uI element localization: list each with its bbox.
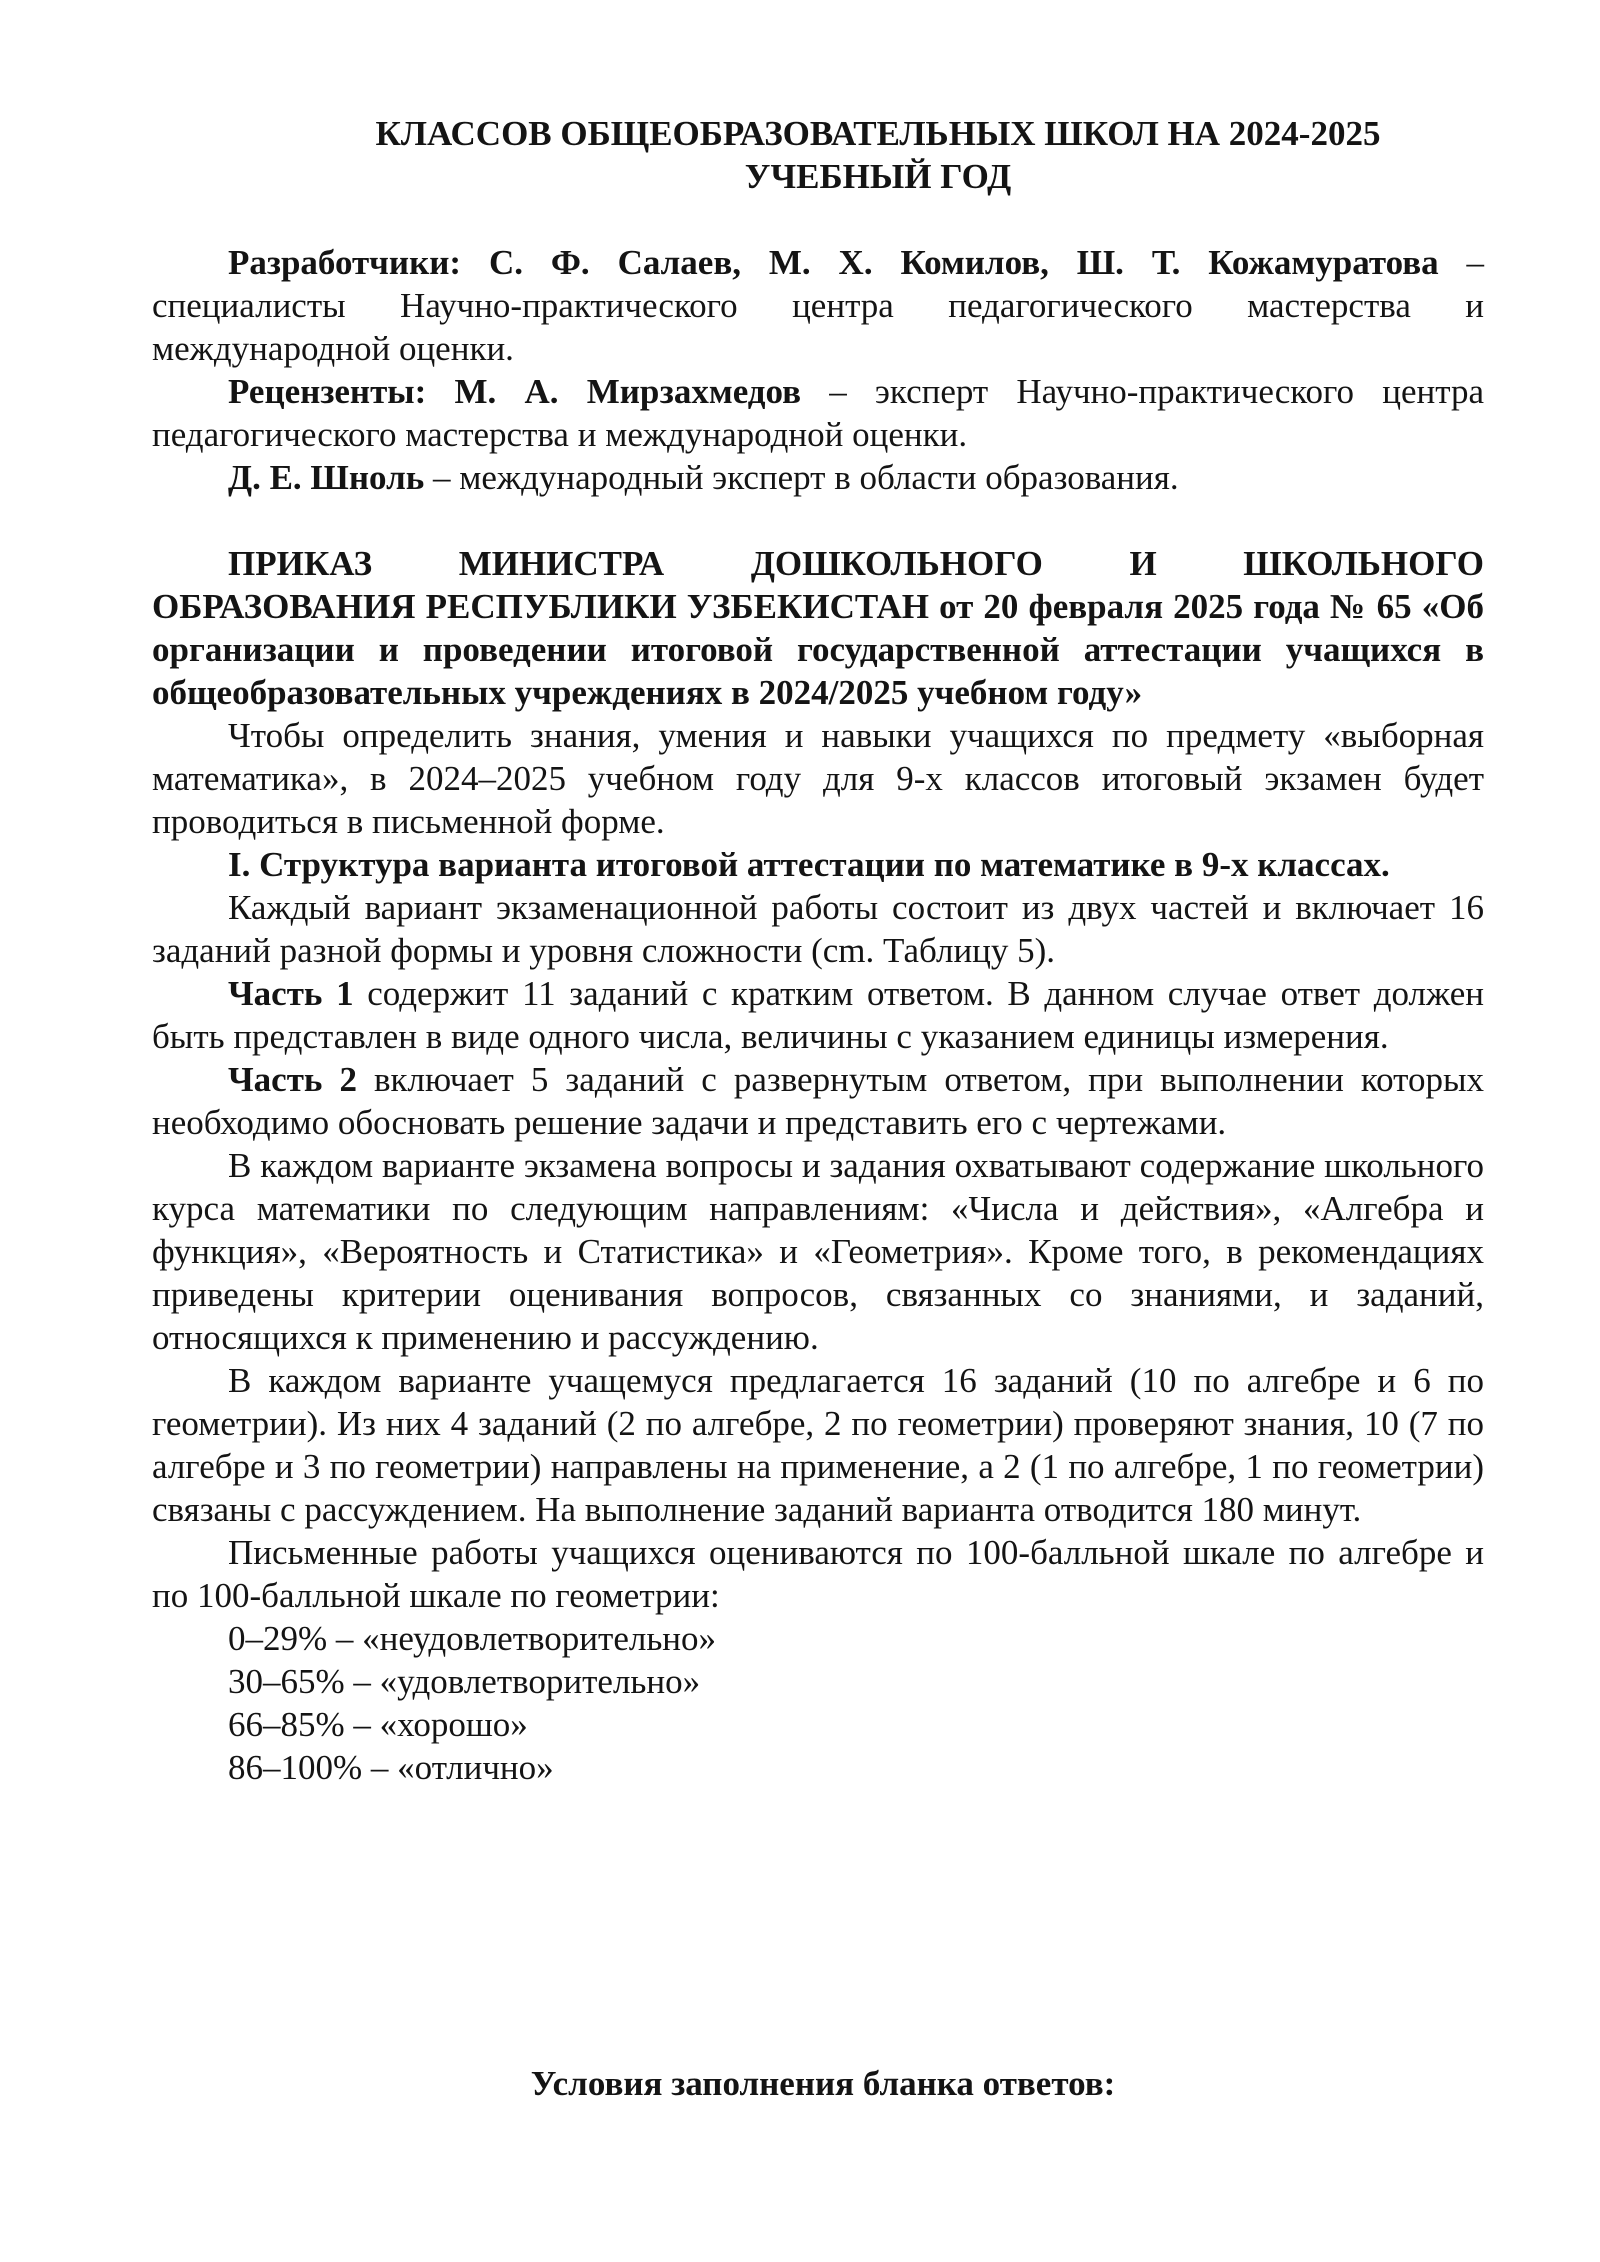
spacer <box>152 198 1484 241</box>
part-1-text: содержит 11 заданий с кратким ответом. В данном случае ответ должен быть представлен в виде одного числа, величины с указанием единицы измерения. <box>152 974 1485 1056</box>
grade-item: 30–65% – «удовлетворительно» <box>228 1662 701 1701</box>
part-2-paragraph <box>152 1058 1484 1144</box>
grade-item: 66–85% – «хорошо» <box>228 1705 528 1744</box>
reviewer2-label: Д. Е. Шноль <box>228 458 425 497</box>
reviewer2-text: – международный эксперт в области образования. <box>424 458 1179 497</box>
intro-paragraph: Чтобы определить знания, умения и навыки учащихся по предмету «выборная математика», в 2024–2025 учебном году для 9-х классов итоговый экзамен будет проводиться в письменной форме. <box>152 716 1484 841</box>
grading-paragraph: Письменные работы учащихся оцениваются по 100-балльной шкале по алгебре и по 100-балльной шкале по геометрии: <box>152 1533 1484 1615</box>
title-line-1: КЛАССОВ ОБЩЕОБРАЗОВАТЕЛЬНЫХ ШКОЛ НА 2024-2025 <box>375 114 1381 153</box>
grade-item: 0–29% – «неудовлетворительно» <box>228 1619 717 1658</box>
developers-paragraph <box>152 241 1484 370</box>
section-1-heading <box>152 843 1484 886</box>
part-1-label: Часть 1 <box>228 974 354 1013</box>
order-heading <box>152 585 1484 714</box>
developers-text: – специалисты Научно-практического центра педагогического мастерства и международной оценки. <box>152 243 1484 368</box>
part-1-paragraph <box>152 972 1484 1058</box>
part-2-text: включает 5 заданий с развернутым ответом, при выполнении которых необходимо обосновать решение задачи и представить его с чертежами. <box>152 1060 1484 1142</box>
reviewers-label: Рецензенты: М. А. Мирзахмедов <box>228 372 801 411</box>
developers-label: Разработчики: С. Ф. Салаев, М. Х. Комилов, Ш. Т. Кожамуратова <box>228 243 1439 282</box>
grade-list <box>152 1617 1484 1789</box>
grade-item: 86–100% – «отлично» <box>228 1748 554 1787</box>
reviewers-paragraph <box>152 370 1484 456</box>
reviewer2-paragraph <box>152 456 1484 499</box>
content-paragraph: В каждом варианте экзамена вопросы и задания охватывают содержание школьного курса математики по следующим направлениям: «Числа и действия», «Алгебра и функция», «Вероятность и Статистика» и «Геометрия». Кроме того, в рекомендациях приведены критерии оценивания вопросов, связанных со знаниями, и заданий, относящихся к применению и рассуждению. <box>152 1146 1484 1357</box>
title-line-2: УЧЕБНЫЙ ГОД <box>744 157 1012 196</box>
tasks-paragraph: В каждом варианте учащемуся предлагается 16 заданий (10 по алгебре и 6 по геометрии). Из них 4 заданий (2 по алгебре, 2 по геометрии) проверяют знания, 10 (7 по алгебре и 3 по геометрии) направлены на применение, а 2 (1 по алгебре, 1 по геометрии) связаны с рассуждением. На выполнение заданий варианта отводится 180 минут. <box>152 1361 1484 1529</box>
order-heading-line-1 <box>152 542 1484 585</box>
order-heading-line-1-text: ПРИКАЗ МИНИСТРА ДОШКОЛЬНОГО И ШКОЛЬНОГО <box>228 544 1484 583</box>
section-1-heading-text: I. Структура варианта итоговой аттестации по математике в 9-х классах. <box>228 845 1390 884</box>
answer-form-heading: Условия заполнения бланка ответов: <box>530 2064 1116 2103</box>
reviewers-text: – эксперт Научно-практического центра педагогического мастерства и международной оценки. <box>152 372 1484 454</box>
order-heading-text: ОБРАЗОВАНИЯ РЕСПУБЛИКИ УЗБЕКИСТАН от 20 февраля 2025 года № 65 «Об организации и проведении итоговой государственной аттестации учащихся в общеобразовательных учреждениях в 2024/2025 учебном году» <box>152 587 1484 712</box>
structure-paragraph: Каждый вариант экзаменационной работы состоит из двух частей и включает 16 заданий разной формы и уровня сложности (cm. Таблицу 5). <box>152 888 1484 970</box>
spacer <box>152 499 1484 542</box>
part-2-label: Часть 2 <box>228 1060 357 1099</box>
document-body <box>152 112 1484 1789</box>
document-title <box>152 112 1484 198</box>
